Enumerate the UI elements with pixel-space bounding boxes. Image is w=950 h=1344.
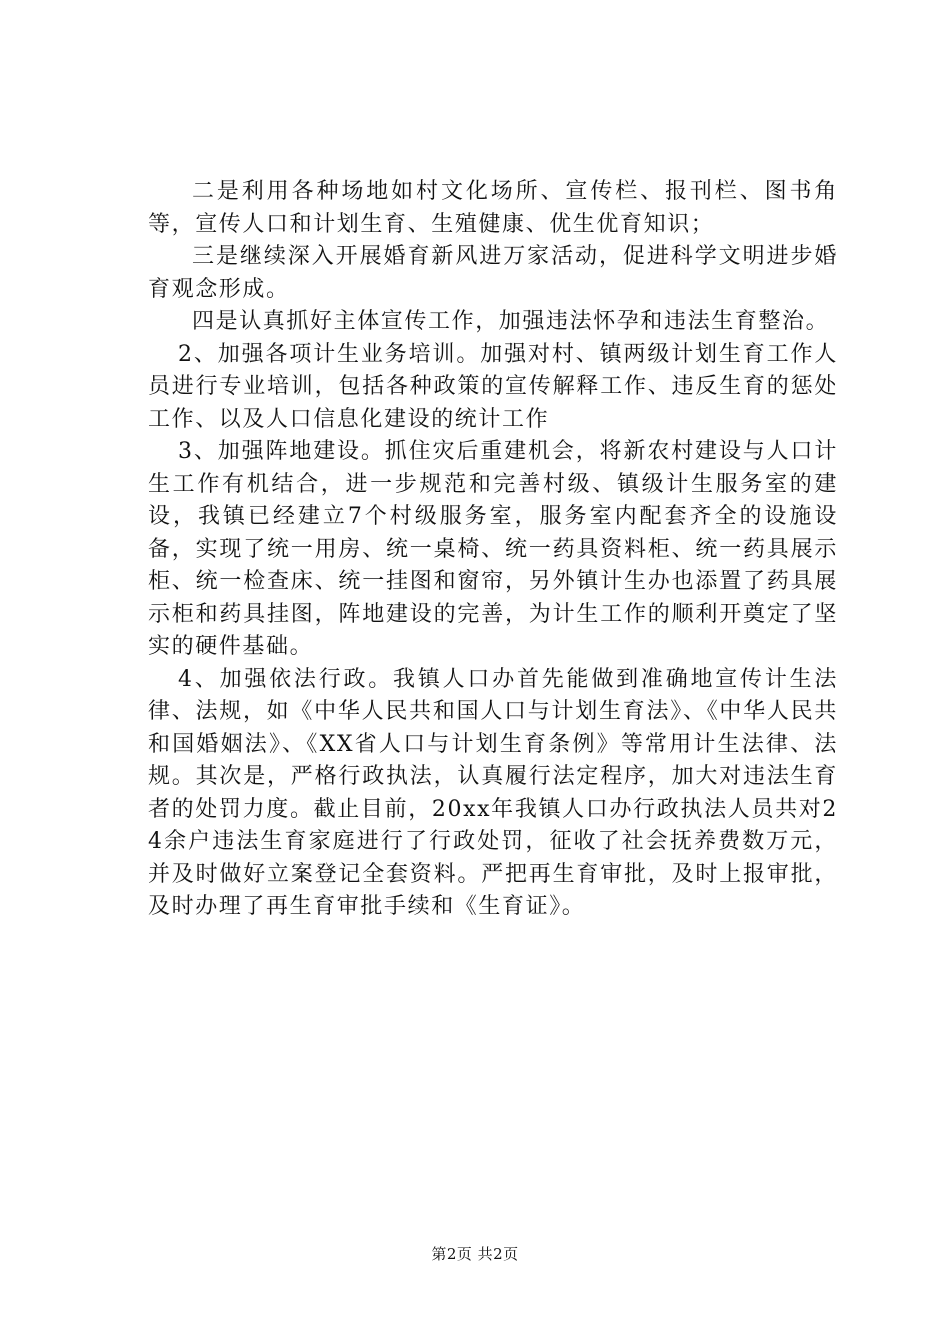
paragraph-main-publicity: 四是认真抓好主体宣传工作，加强违法怀孕和违法生育整治。 bbox=[192, 309, 830, 334]
paragraph-publicity-venues: 二是利用各种场地如村文化场所、宣传栏、报刊栏、图书角等，宣传人口和计划生育、生殖健康、优生优育知识； bbox=[148, 179, 838, 237]
paragraph-law-administration: 4、加强依法行政。我镇人口办首先能做到准确地宣传计生法律、法规，如《中华人民共和国人口与计划生育法》、《中华人民共和国婚姻法》、《XX省人口与计划生育条例》等常用计生法律、法规。其次是，严格行政执法，认真履行法定程序，加大对违法生育者的处罚力度。截止目前，20xx年我镇人口办行政执法人员共对24余户违法生育家庭进行了行政处罚，征收了社会抚养费数万元，并及时做好立案登记全套资料。严把再生育审批，及时上报审批，及时办理了再生育审批手续和《生育证》。 bbox=[148, 666, 838, 919]
page-number-footer: 第2页 共2页 bbox=[431, 1245, 519, 1263]
paragraph-position-building: 3、加强阵地建设。抓住灾后重建机会，将新农村建设与人口计生工作有机结合，进一步规范和完善村级、镇级计生服务室的建设，我镇已经建立7个村级服务室，服务室内配套齐全的设施设备，实现了统一用房、统一桌椅、统一药具资料柜、统一药具展示柜、统一检查床、统一挂图和窗帘，另外镇计生办也添置了药具展示柜和药具挂图，阵地建设的完善，为计生工作的顺利开奠定了坚实的硬件基础。 bbox=[148, 439, 838, 659]
paragraph-marriage-custom: 三是继续深入开展婚育新风进万家活动，促进科学文明进步婚育观念形成。 bbox=[148, 244, 838, 302]
document-body bbox=[148, 176, 838, 924]
paragraph-training: 2、加强各项计生业务培训。加强对村、镇两级计划生育工作人员进行专业培训，包括各种政策的宣传解释工作、违反生育的惩处工作、以及人口信息化建设的统计工作 bbox=[148, 341, 838, 432]
